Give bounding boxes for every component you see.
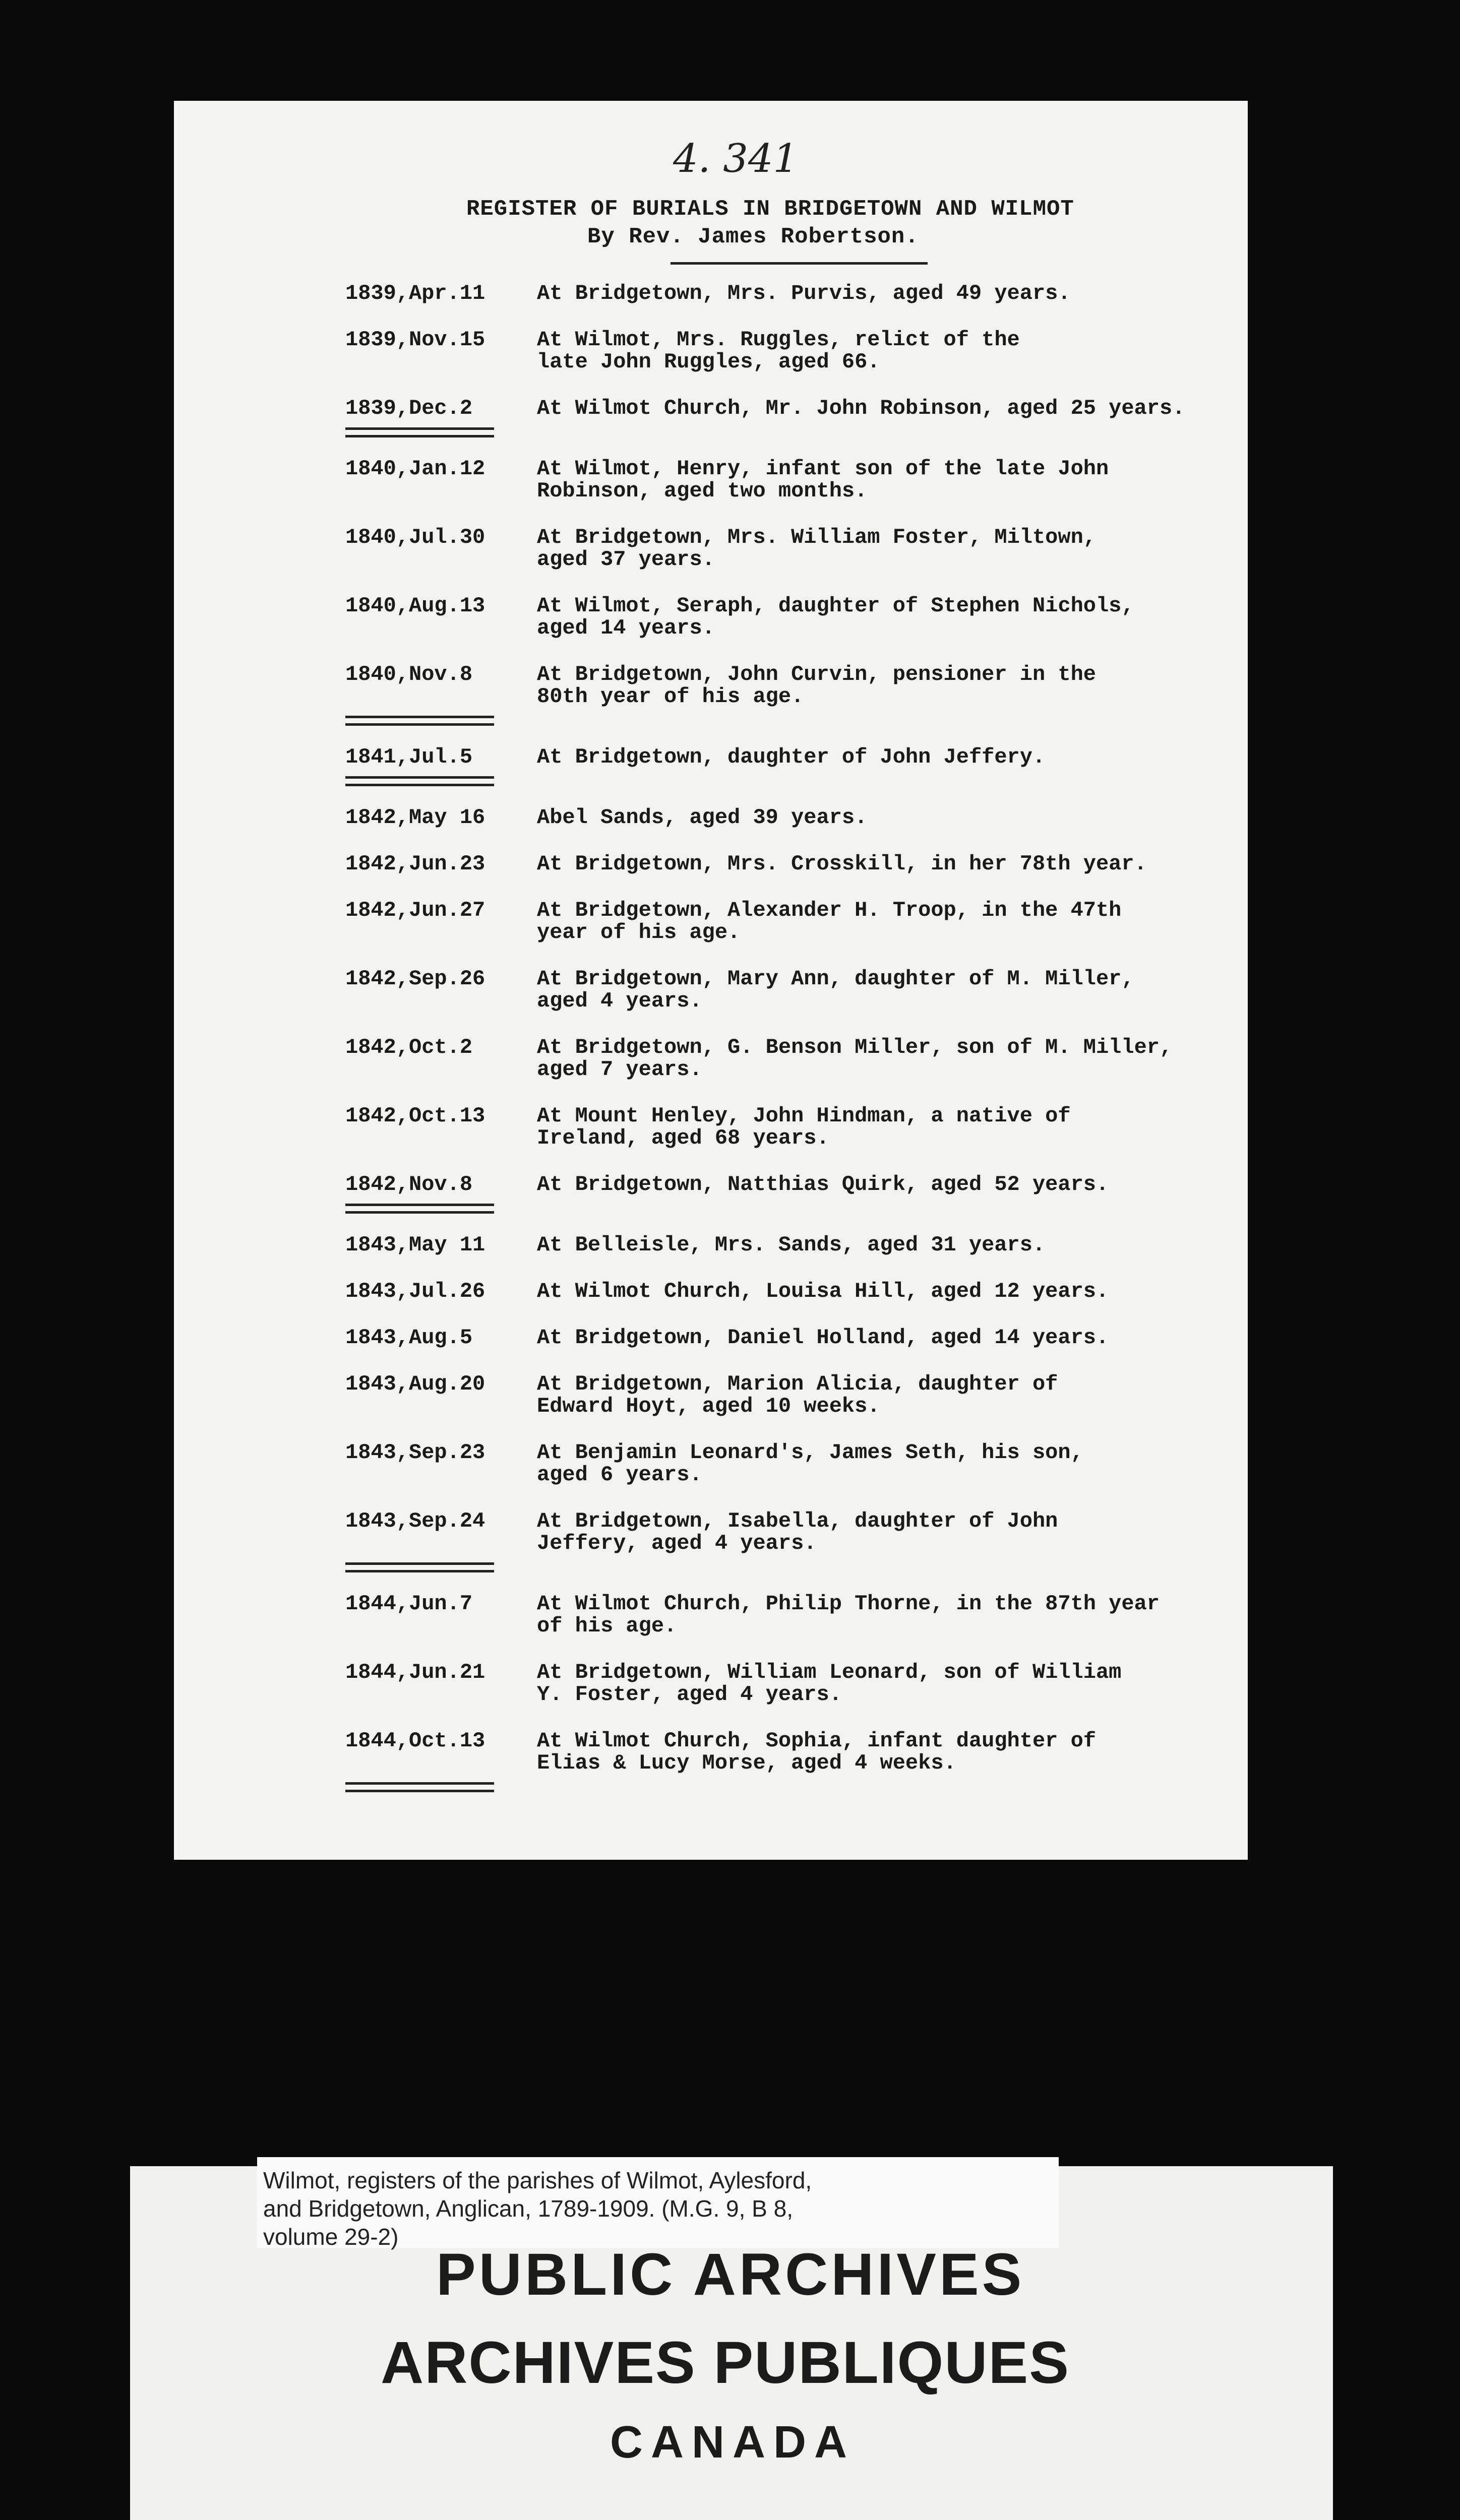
entry-text: At Bridgetown, Mrs. William Foster, Miltown, aged 37 years. (537, 525, 1096, 572)
entry-row (345, 1730, 1243, 1774)
entry-row (345, 746, 1243, 768)
archives-title-fr: ARCHIVES PUBLIQUES (381, 2329, 1070, 2396)
title-underline (671, 262, 928, 265)
entry-date: 1843,Jul.26 (345, 1279, 485, 1303)
entry-text: At Bridgetown, daughter of John Jeffery. (537, 745, 1046, 769)
entry-text: At Bridgetown, Marion Alicia, daughter of Edward Hoyt, aged 10 weeks. (537, 1372, 1058, 1418)
year-separator (345, 716, 494, 726)
archive-reference-note: Wilmot, registers of the parishes of Wilmot, Aylesford, and Bridgetown, Anglican, 1789-1909. (M.G. 9, B 8, volume 29-2) (257, 2157, 1059, 2248)
entry-row (345, 1373, 1243, 1417)
entry-row (345, 329, 1243, 373)
entry-text: At Wilmot Church, Philip Thorne, in the 87th year of his age. (537, 1592, 1160, 1638)
entry-text: At Bridgetown, Mrs. Crosskill, in her 78th year. (537, 852, 1147, 876)
entry-text: At Bridgetown, G. Benson Miller, son of M. Miller, aged 7 years. (537, 1035, 1173, 1082)
entry-text: At Mount Henley, John Hindman, a native of Ireland, aged 68 years. (537, 1104, 1071, 1150)
entry-text: At Wilmot Church, Sophia, infant daughter of Elias & Lucy Morse, aged 4 weeks. (537, 1729, 1096, 1775)
entry-text: Abel Sands, aged 39 years. (537, 805, 868, 830)
burial-entries (345, 282, 1243, 1812)
entry-date: 1839,Dec.2 (345, 396, 473, 420)
archives-title-en: PUBLIC ARCHIVES (436, 2241, 1025, 2308)
entry-row (345, 899, 1243, 943)
year-separator (345, 776, 494, 786)
entry-row (345, 1105, 1243, 1149)
entry-row (345, 1234, 1243, 1256)
entry-text: At Bridgetown, Mary Ann, daughter of M. Miller, aged 4 years. (537, 967, 1134, 1013)
entry-row (345, 1173, 1243, 1195)
entry-row (345, 968, 1243, 1012)
entry-date: 1839,Apr.11 (345, 281, 485, 305)
entry-date: 1842,May 16 (345, 805, 485, 830)
entry-date: 1842,Sep.26 (345, 967, 485, 991)
entry-text: At Bridgetown, Isabella, daughter of John Jeffery, aged 4 years. (537, 1509, 1058, 1555)
entry-row (345, 1593, 1243, 1637)
entry-row (345, 397, 1243, 419)
entry-row (345, 458, 1243, 502)
entry-date: 1844,Oct.13 (345, 1729, 485, 1753)
year-separator (345, 1782, 494, 1792)
entry-row (345, 853, 1243, 875)
year-separator (345, 1562, 494, 1572)
entry-date: 1843,Sep.23 (345, 1440, 485, 1465)
entry-text: At Bridgetown, William Leonard, son of William Y. Foster, aged 4 years. (537, 1660, 1122, 1707)
page-number: 4. 341 (673, 136, 799, 181)
entry-text: At Bridgetown, Daniel Holland, aged 14 years. (537, 1326, 1109, 1350)
entry-date: 1842,Nov.8 (345, 1172, 473, 1196)
entry-date: 1842,Jun.23 (345, 852, 485, 876)
entry-row (345, 595, 1243, 639)
entry-text: At Bridgetown, Mrs. Purvis, aged 49 years. (537, 281, 1071, 305)
entry-date: 1843,May 11 (345, 1233, 485, 1257)
entry-date: 1844,Jun.7 (345, 1592, 473, 1616)
entry-date: 1840,Jul.30 (345, 525, 485, 549)
entry-row (345, 1036, 1243, 1081)
entry-date: 1843,Aug.20 (345, 1372, 485, 1396)
entry-text: At Bridgetown, Alexander H. Troop, in the 47th year of his age. (537, 898, 1122, 944)
register-title: REGISTER OF BURIALS IN BRIDGETOWN AND WILMOT (466, 197, 1074, 222)
entry-row (345, 1510, 1243, 1554)
entry-date: 1842,Oct.13 (345, 1104, 485, 1128)
entry-date: 1843,Aug.5 (345, 1326, 473, 1350)
entry-date: 1839,Nov.15 (345, 328, 485, 352)
entry-date: 1840,Aug.13 (345, 594, 485, 618)
register-subtitle: By Rev. James Robertson. (587, 224, 919, 249)
entry-row (345, 1327, 1243, 1349)
entry-date: 1842,Oct.2 (345, 1035, 473, 1059)
entry-text: At Wilmot, Mrs. Ruggles, relict of the late John Ruggles, aged 66. (537, 328, 1020, 374)
entry-row (345, 526, 1243, 571)
entry-row (345, 1661, 1243, 1706)
entry-text: At Benjamin Leonard's, James Seth, his son, aged 6 years. (537, 1440, 1083, 1487)
entry-text: At Belleisle, Mrs. Sands, aged 31 years. (537, 1233, 1046, 1257)
entry-row (345, 1280, 1243, 1302)
entry-date: 1843,Sep.24 (345, 1509, 485, 1533)
entry-date: 1842,Jun.27 (345, 898, 485, 922)
entry-text: At Bridgetown, John Curvin, pensioner in the 80th year of his age. (537, 662, 1096, 709)
entry-date: 1840,Jan.12 (345, 457, 485, 481)
entry-text: At Bridgetown, Natthias Quirk, aged 52 years. (537, 1172, 1109, 1196)
entry-row (345, 1441, 1243, 1486)
entry-text: At Wilmot Church, Louisa Hill, aged 12 years. (537, 1279, 1109, 1303)
entry-text: At Wilmot Church, Mr. John Robinson, aged 25 years. (537, 396, 1185, 420)
register-page (174, 101, 1248, 1860)
entry-text: At Wilmot, Seraph, daughter of Stephen Nichols, aged 14 years. (537, 594, 1134, 640)
entry-row (345, 282, 1243, 304)
entry-date: 1844,Jun.21 (345, 1660, 485, 1684)
archives-country: CANADA (610, 2417, 855, 2468)
year-separator (345, 1204, 494, 1214)
entry-date: 1840,Nov.8 (345, 662, 473, 686)
entry-text: At Wilmot, Henry, infant son of the late John Robinson, aged two months. (537, 457, 1109, 503)
entry-row (345, 806, 1243, 829)
entry-row (345, 663, 1243, 708)
entry-date: 1841,Jul.5 (345, 745, 473, 769)
year-separator (345, 427, 494, 437)
